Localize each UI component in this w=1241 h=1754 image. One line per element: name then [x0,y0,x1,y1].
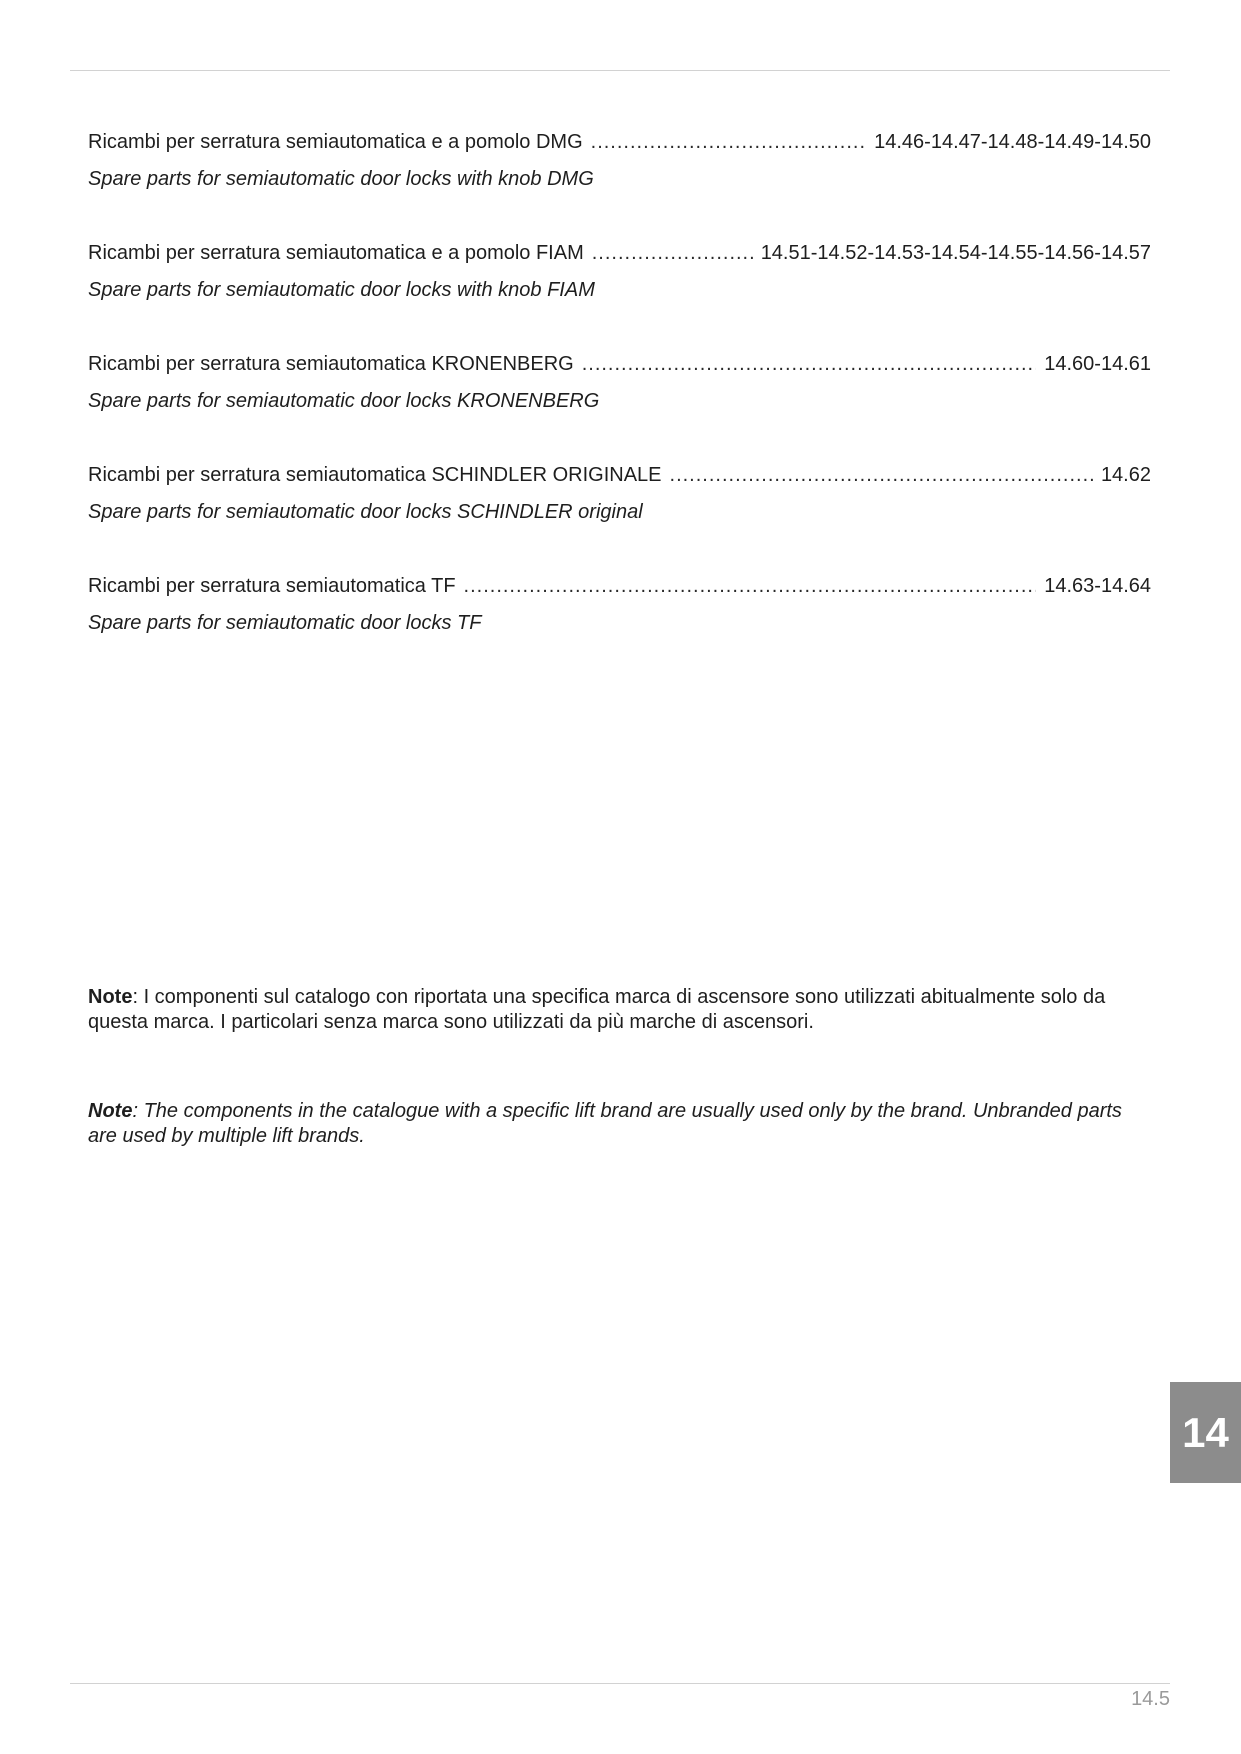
toc-leader-dots [582,350,1037,378]
note-label: Note [88,1100,133,1122]
note-text: : I componenti sul catalogo con riportata una specifica marca di ascensore sono utilizzati abitualmente solo da questa marca. I particolari senza marca sono utilizzati da più marche di ascensori. [88,986,1106,1033]
toc-entry-label: Ricambi per serratura semiautomatica e a pomolo DMG [88,131,583,153]
table-of-contents [88,128,1151,683]
toc-entry-pages[interactable]: 14.46-14.47-14.48-14.49-14.50 [874,131,1151,153]
toc-entry-schindler[interactable] [88,461,1151,572]
toc-entry-dmg[interactable] [88,128,1151,239]
toc-leader-dots [592,239,753,267]
toc-entry-subtitle: Spare parts for semiautomatic door locks SCHINDLER original [88,501,643,523]
footer-rule [70,1683,1170,1684]
toc-entry-fiam[interactable] [88,239,1151,350]
toc-entry-line [88,572,1151,600]
toc-entry-kronenberg[interactable] [88,350,1151,461]
toc-entry-pages[interactable]: 14.63-14.64 [1044,575,1151,597]
note-label: Note [88,986,133,1008]
header-rule [70,70,1170,71]
toc-entry-line [88,128,1151,156]
toc-entry-subtitle: Spare parts for semiautomatic door locks with knob FIAM [88,279,595,301]
note-english [88,1099,1151,1149]
toc-entry-label: Ricambi per serratura semiautomatica KRONENBERG [88,353,574,375]
toc-entry-pages[interactable]: 14.60-14.61 [1044,353,1151,375]
toc-leader-dots [591,128,866,156]
note-text: : The components in the catalogue with a specific lift brand are usually used only by the brand. Unbranded parts are used by multiple lift brands. [88,1100,1122,1147]
page-number: 14.5 [1131,1688,1170,1710]
toc-entry-label: Ricambi per serratura semiautomatica e a pomolo FIAM [88,242,584,264]
toc-entry-pages[interactable]: 14.51-14.52-14.53-14.54-14.55-14.56-14.57 [760,242,1151,264]
toc-entry-subtitle: Spare parts for semiautomatic door locks KRONENBERG [88,390,600,412]
toc-leader-dots [464,572,1037,600]
toc-entry-line [88,461,1151,489]
toc-leader-dots [670,461,1093,489]
toc-entry-line [88,239,1151,267]
chapter-tab[interactable]: 14 [1170,1382,1241,1483]
toc-entry-subtitle: Spare parts for semiautomatic door locks TF [88,612,482,634]
toc-entry-label: Ricambi per serratura semiautomatica TF [88,575,456,597]
toc-entry-pages[interactable]: 14.62 [1100,464,1151,486]
toc-entry-label: Ricambi per serratura semiautomatica SCHINDLER ORIGINALE [88,464,662,486]
toc-entry-line [88,350,1151,378]
note-italian [88,985,1151,1035]
toc-entry-tf[interactable] [88,572,1151,683]
toc-entry-subtitle: Spare parts for semiautomatic door locks with knob DMG [88,168,594,190]
